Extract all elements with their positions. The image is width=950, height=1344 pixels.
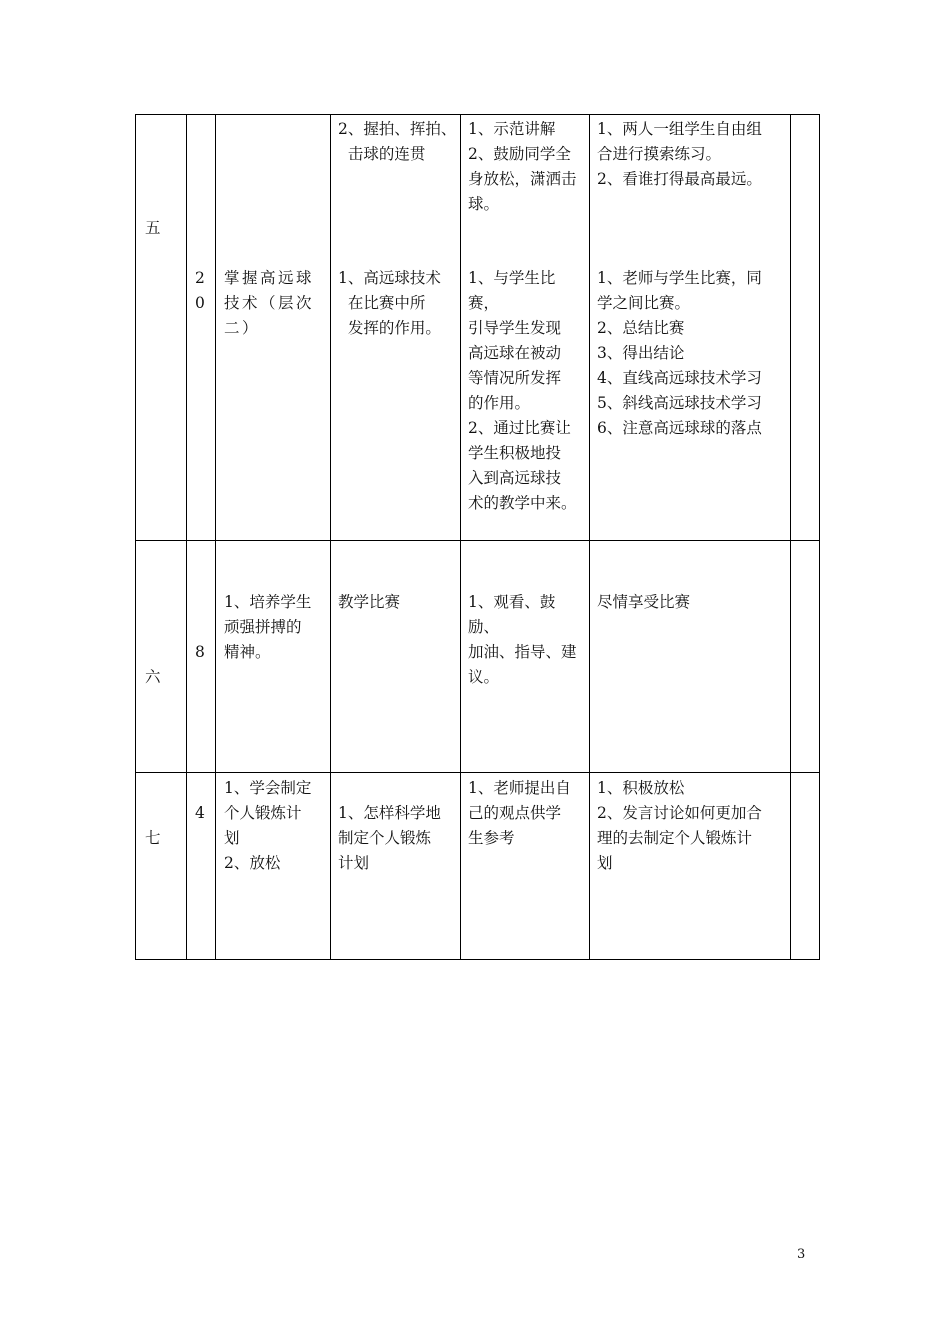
teacher-activity-text: 1、与学生比赛， 引导学生发现 高远球在被动 等情况所发挥 的作用。 2、通过比赛让 学生积极地投 入到高远球技 术的教学中来。 — [468, 269, 577, 512]
col-border-0 — [135, 114, 136, 960]
content-text: 1、高远球技术 在比赛中所 发挥的作用。 — [338, 269, 441, 337]
part-label: 五 — [145, 219, 161, 237]
col-border-2 — [215, 114, 216, 960]
row-divider-2 — [135, 772, 820, 773]
time-value: 2 0 — [195, 269, 205, 312]
page-number: 3 — [797, 1247, 806, 1262]
time-value: 8 — [195, 643, 205, 661]
goal-text: 掌握高远球 技术（层次 二） — [224, 269, 315, 337]
row-divider-1 — [135, 540, 820, 541]
col-border-1 — [186, 114, 187, 960]
student-activity-text: 1、老师与学生比赛，同 学之间比赛。 2、总结比赛 3、得出结论 4、直线高远球技术学习 5、斜线高远球技术学习 6、注意高远球球的落点 — [597, 269, 762, 437]
teacher-activity-text: 1、示范讲解 2、鼓励同学全 身放松，潇洒击 球。 — [468, 120, 577, 213]
part-label: 六 — [145, 668, 161, 686]
student-activity-text: 尽情享受比赛 — [597, 593, 691, 611]
time-value: 4 — [195, 804, 205, 822]
col-border-3 — [330, 114, 331, 960]
content-text: 1、怎样科学地 制定个人锻炼 计划 — [338, 804, 441, 872]
table-bottom-border — [135, 959, 820, 960]
student-activity-text: 1、积极放松 2、发言讨论如何更加合 理的去制定个人锻炼计 划 — [597, 779, 762, 872]
col-border-7 — [819, 114, 820, 960]
goal-text: 1、培养学生 顽强拼搏的 精神。 — [224, 593, 312, 661]
part-label: 七 — [145, 829, 161, 847]
teacher-activity-text: 1、观看、鼓励、 加油、指导、建 议。 — [468, 593, 577, 686]
student-activity-text: 1、两人一组学生自由组 合进行摸索练习。 2、看谁打得最高最远。 — [597, 120, 762, 188]
content-text: 教学比赛 — [338, 593, 401, 611]
col-border-6 — [790, 114, 791, 960]
col-border-4 — [460, 114, 461, 960]
col-border-5 — [589, 114, 590, 960]
teacher-activity-text: 1、老师提出自 己的观点供学 生参考 — [468, 779, 571, 847]
content-text: 2、握拍、挥拍、 击球的连贯 — [338, 120, 457, 163]
table-top-border — [135, 114, 820, 115]
goal-text: 1、学会制定 个人锻炼计 划 2、放松 — [224, 779, 312, 872]
